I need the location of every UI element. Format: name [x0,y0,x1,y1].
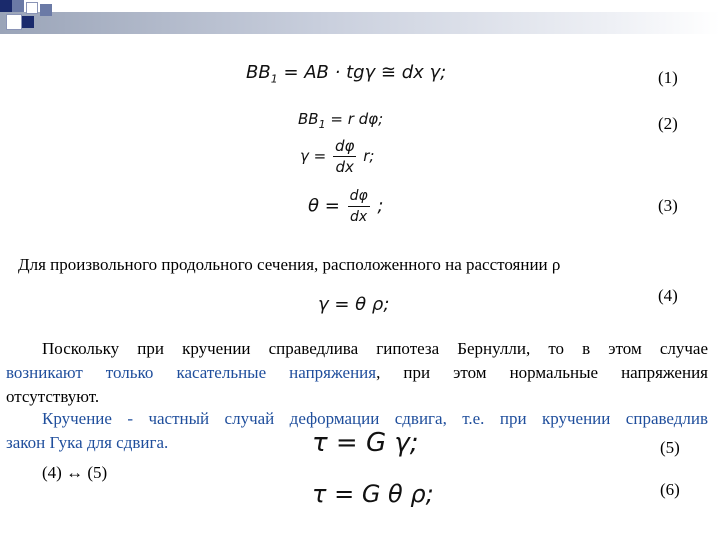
equation-relation: (4) ↔ (5) [42,463,108,482]
equation-number-3: (3) [658,196,678,215]
paragraph-2-line-1: Кручение - частный случай деформации сдвига, т.е. при кручении справедлив [42,409,708,428]
header-gradient-stripe [0,12,720,34]
equation-4: γ = θ ρ; [318,294,390,315]
equation-number-4: (4) [658,286,678,305]
fraction: $\frac{d\varphi}{dx}$ [335,137,355,176]
deco-square [6,14,22,30]
deco-square [26,2,38,14]
header-decoration [0,0,720,40]
fraction: $\frac{d\varphi}{dx}$ [349,188,368,225]
equation-gamma-fraction: γ = $\frac{d\varphi}{dx}$ r; [300,137,375,176]
paragraph-1-line-1: Поскольку при кручении справедлива гипотеза Бернулли, то в этом случае [42,339,708,358]
paragraph-1-line-2: возникают только касательные напряжения, при этом нормальные напряжения [6,363,708,382]
intro-sentence: Для произвольного продольного сечения, расположенного на расстоянии ρ [18,255,561,274]
highlight-text: возникают только касательные напряжения [6,363,377,382]
deco-square [22,16,34,28]
equation-number-6: (6) [660,480,680,499]
equation-number-1: (1) [658,68,678,87]
equation-5: τ = G γ; [312,428,419,458]
equation-3: θ = $\frac{d\varphi}{dx}$ ; [308,188,384,225]
equation-6: τ = G θ ρ; [312,480,434,508]
equation-2: $BB_1 = r$ dφ; [298,110,384,131]
paragraph-2-line-2: закон Гука для сдвига. [6,433,169,452]
paragraph-1-line-3: отсутствуют. [6,387,100,406]
deco-square [40,4,52,16]
deco-square [0,0,12,12]
equation-number-2: (2) [658,114,678,133]
deco-square [12,0,24,12]
equation-number-5: (5) [660,438,680,457]
equation-1: $BB_1$ = AB · tgγ ≅ dx γ; [246,62,447,86]
